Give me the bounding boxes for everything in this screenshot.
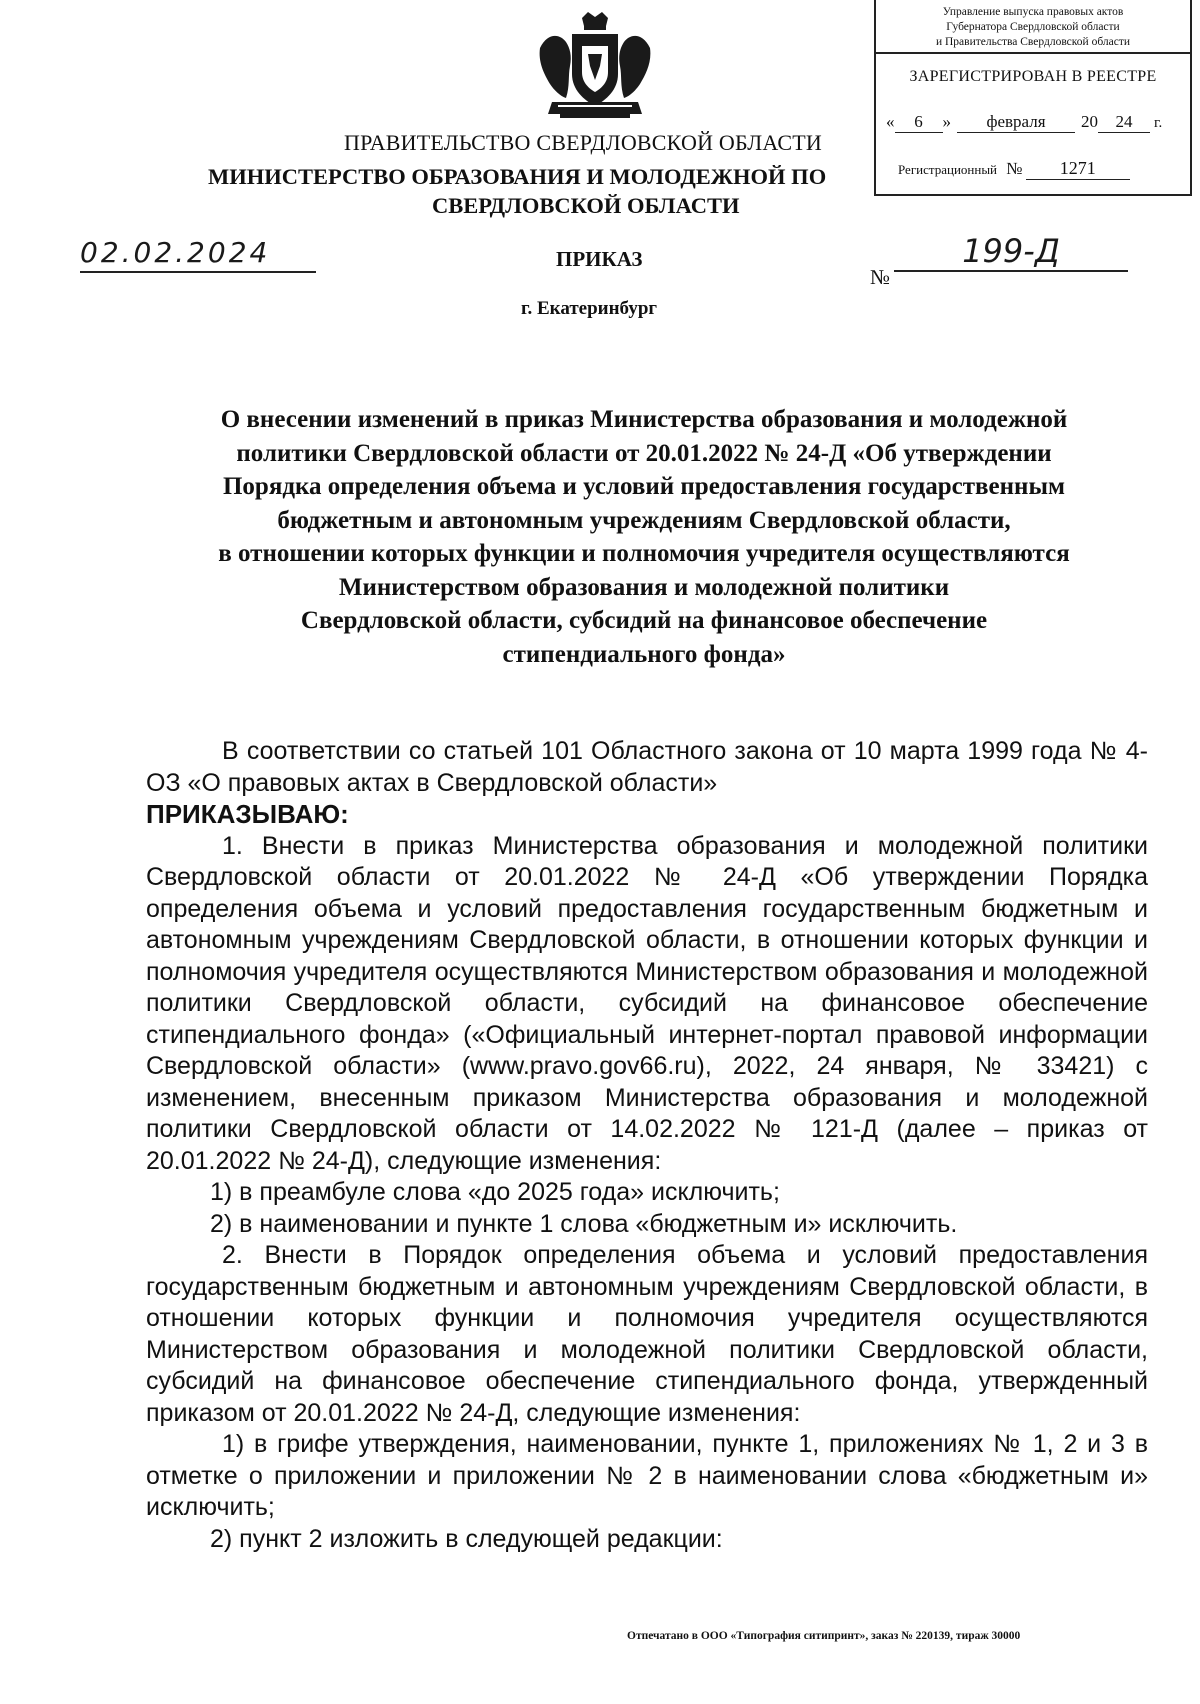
title-line: Порядка определения объема и условий предоставления государственным	[222, 473, 1065, 500]
stamp-authority	[876, 0, 1190, 54]
registration-stamp	[874, 0, 1192, 196]
document-body	[146, 736, 1148, 1555]
title-line: политики Свердловской области от 20.01.2022 № 24-Д «Об утверждении	[236, 439, 1052, 467]
title-line: стипендиального фонда»	[502, 640, 786, 668]
ministry-title-line1: МИНИСТЕРСТВО ОБРАЗОВАНИЯ И МОЛОДЕЖНОЙ ПО	[208, 164, 827, 189]
item-1-paragraph: 1. Внести в приказ Министерства образования и молодежной политики Свердловской области от 20.01.2022 № 24-Д «Об утверждении Порядка определения объема и условий предоставления государственным бюджетным и автономным учреждениям Свердловской области, в отношении которых функции и полномочия учредителя осуществляются Министерством образования и молодежной политики Свердловской области, субсидий на финансовое обеспечение стипендиального фонда» («Официальный интернет-портал правовой информации Свердловской области» (www.pravo.gov66.ru), 2022, 24 января, № 33421) с изменением, внесенным приказом Министерства образования и молодежной политики Свердловской области от 14.02.2022 № 121-Д (далее – приказ от 20.01.2022 № 24-Д), следующие изменения:	[146, 831, 1148, 1175]
government-title: ПРАВИТЕЛЬСТВО СВЕРДЛОВСКОЙ ОБЛАСТИ	[344, 130, 822, 155]
coat-of-arms-icon	[530, 10, 660, 120]
ministry-title-line2: СВЕРДЛОВСКОЙ ОБЛАСТИ	[432, 193, 740, 218]
stamp-year-suffix: 24	[1098, 112, 1150, 133]
stamp-quote-close: »	[942, 112, 951, 131]
item-1-sub-1: 1) в преамбуле слова «до 2025 года» исключить;	[210, 1178, 780, 1206]
item-2-sub-2: 2) пункт 2 изложить в следующей редакции:	[210, 1524, 723, 1553]
title-line: бюджетным и автономным учреждениям Свердловской области,	[277, 506, 1011, 534]
title-line: Министерством образования и молодежной политики	[338, 573, 950, 601]
stamp-reg-sign: №	[1006, 159, 1023, 178]
title-line: Свердловской области, субсидий на финансовое обеспечение	[300, 607, 988, 634]
handwritten-number: 199-Д	[894, 232, 1128, 272]
stamp-reg-label: Регистрационный	[898, 162, 998, 177]
document-title	[150, 403, 1138, 671]
stamp-month: февраля	[957, 112, 1075, 133]
stamp-quote-open: «	[886, 112, 895, 131]
stamp-registered-label: ЗАРЕГИСТРИРОВАН В РЕЕСТРЕ	[909, 68, 1157, 85]
stamp-authority-line: Управление выпуска правовых актов	[942, 6, 1124, 18]
stamp-reg-value: 1271	[1026, 158, 1130, 180]
stamp-authority-line: Губернатора Свердловской области	[946, 21, 1120, 33]
item-2-paragraph: 2. Внести в Порядок определения объема и условий предоставления государственным бюджетным и автономным учреждениям Свердловской области, в отношении которых функции и полномочия учредителя осуществляются Министерством образования и молодежной политики Свердловской области, субсидий на финансовое обеспечение стипендиального фонда, утвержденный приказом от 20.01.2022 № 24-Д, следующие изменения:	[146, 1241, 1148, 1427]
handwritten-date: 02.02.2024	[80, 236, 316, 273]
document-type: ПРИКАЗ	[556, 247, 643, 271]
stamp-day: 6	[895, 112, 943, 133]
title-line: в отношении которых функции и полномочия учредителя осуществляются	[218, 540, 1070, 567]
stamp-authority-line: и Правительства Свердловской области	[935, 36, 1131, 48]
item-1-sub-2: 2) в наименовании и пункте 1 слова «бюджетным и» исключить.	[210, 1209, 958, 1238]
preamble-paragraph: В соответствии со статьей 101 Областного закона от 10 марта 1999 года № 4-ОЗ «О правовых актах в Свердловской области»	[146, 737, 1148, 797]
item-2-sub-1: 1) в грифе утверждения, наименовании, пункте 1, приложениях № 1, 2 и 3 в отметке о приложении и приложении № 2 в наименовании слова «бюджетным и» исключить;	[146, 1430, 1148, 1521]
stamp-date	[886, 112, 1162, 133]
orders-heading: ПРИКАЗЫВАЮ:	[146, 799, 349, 829]
stamp-year-mark: г.	[1154, 115, 1163, 131]
stamp-reg-number	[898, 158, 1130, 180]
number-label: №	[870, 265, 891, 289]
stamp-year-prefix: 20	[1081, 112, 1098, 131]
title-line: О внесении изменений в приказ Министерства образования и молодежной	[220, 406, 1068, 433]
city: г. Екатеринбург	[521, 298, 658, 319]
printer-footer: Отпечатано в ООО «Типография ситипринт», заказ № 220139, тираж 30000	[627, 1630, 1021, 1642]
